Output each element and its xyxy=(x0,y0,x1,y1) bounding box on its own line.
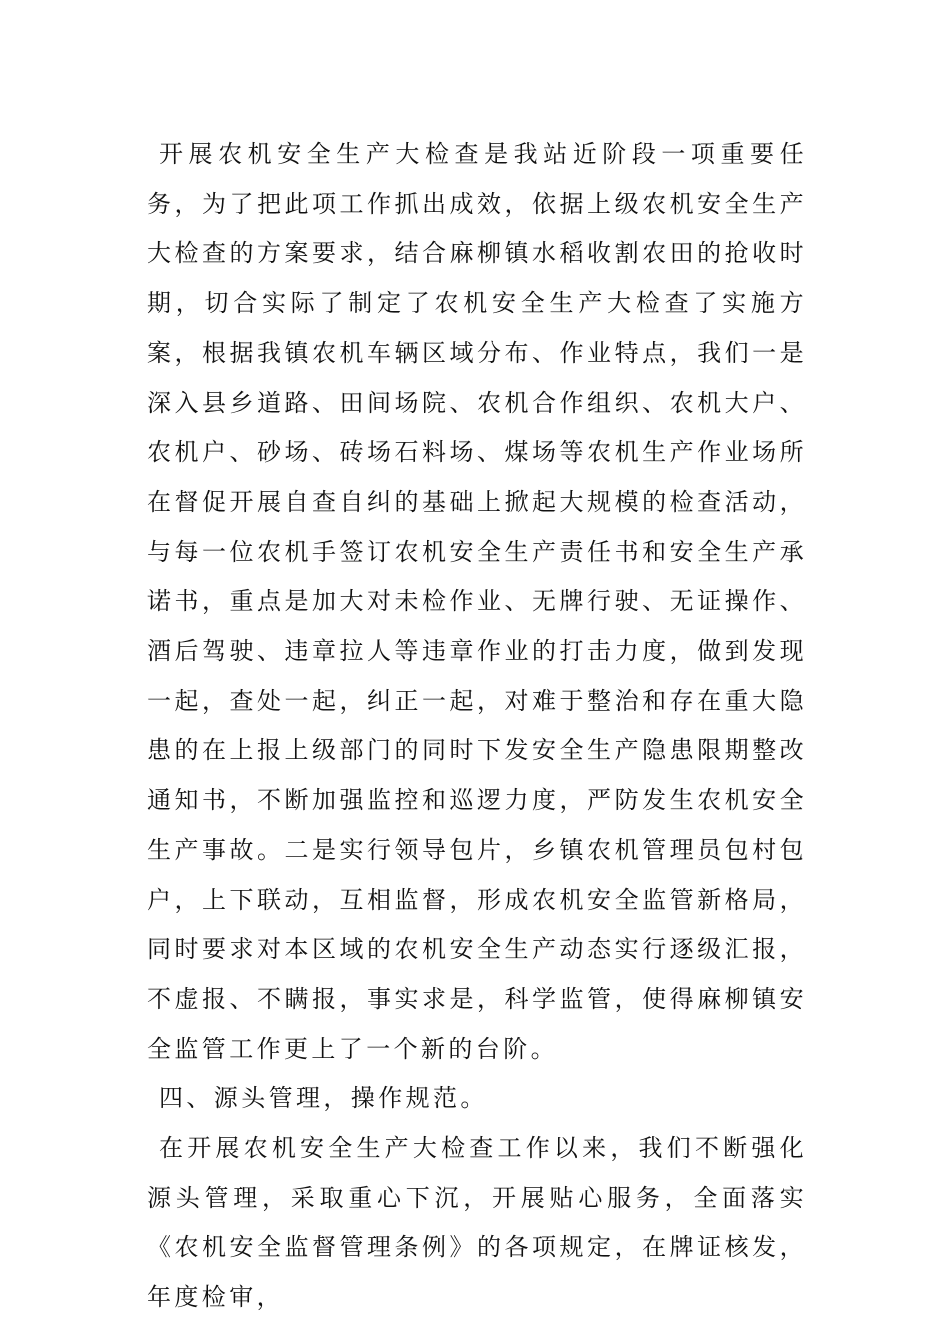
section-heading: 四、源头管理，操作规范。 xyxy=(159,1084,488,1113)
paragraph-2: 在开展农机安全生产大检查工作以来，我们不断强化源头管理，采取重心下沉，开展贴心服务，全面落实《农机安全监督管理条例》的各项规定，在牌证核发，年度检审， xyxy=(147,1134,807,1312)
paragraph-1: 开展农机安全生产大检查是我站近阶段一项重要任务，为了把此项工作抓出成效，依据上级农机安全生产大检查的方案要求，结合麻柳镇水稻收割农田的抢收时期，切合实际了制定了农机安全生产大检查了实施方案，根据我镇农机车辆区域分布、作业特点，我们一是深入县乡道路、田间场院、农机合作组织、农机大户、农机户、砂场、砖场石料场、煤场等农机生产作业场所在督促开展自查自纠的基础上掀起大规模的检查活动，与每一位农机手签订农机安全生产责任书和安全生产承诺书，重点是加大对未检作业、无牌行驶、无证操作、酒后驾驶、违章拉人等违章作业的打击力度，做到发现一起，查处一起，纠正一起，对难于整治和存在重大隐患的在上报上级部门的同时下发安全生产隐患限期整改通知书，不断加强监控和巡逻力度，严防发生农机安全生产事故。二是实行领导包片，乡镇农机管理员包村包户，上下联动，互相监督，形成农机安全监管新格局，同时要求对本区域的农机安全生产动态实行逐级汇报，不虚报、不瞒报，事实求是，科学监管，使得麻柳镇安全监管工作更上了一个新的台阶。 xyxy=(147,140,807,1063)
document-body xyxy=(147,130,807,1323)
